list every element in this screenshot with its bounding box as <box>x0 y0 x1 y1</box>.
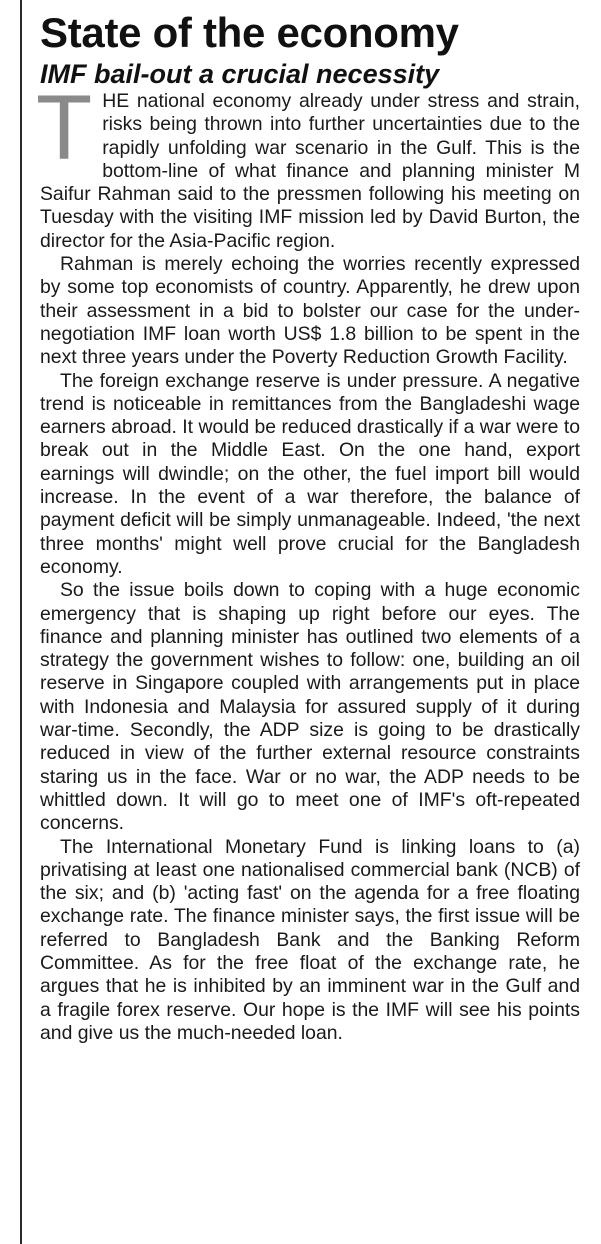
paragraph-3: The foreign exchange reserve is under pressure. A negative trend is noticeable in remittances from the Bangladeshi wage earners abroad. It would be reduced drastically if a war were to break out in the Middle East. On the one hand, export earnings will dwindle; on the other, the fuel import bill would increase. In the event of a war therefore, the balance of payment deficit will be simply unmanageable. Indeed, 'the next three months' might well prove crucial for the Bangladesh economy. <box>40 369 580 578</box>
paragraph-1-text: HE national economy already under stress and strain, risks being thrown into further uncertainties due to the rapidly unfolding war scenario in the Gulf. This is the bottom-line of what finance and planning minister M Saifur Rahman said to the pressmen following his meeting on Tuesday with the visiting IMF mission led by David Burton, the director for the Asia-Pacific region. <box>40 90 580 252</box>
headline: State of the economy <box>40 9 459 56</box>
paragraph-2: Rahman is merely echoing the worries recently expressed by some top economists of country. Apparently, he drew upon their assessment in a bid to bolster our case for the under-negotiation IMF loan worth US$ 1.8 billion to be spent in the next three years under the Poverty Reduction Growth Facility. <box>40 253 580 369</box>
drop-cap: T <box>36 77 93 179</box>
paragraph-5: The International Monetary Fund is linking loans to (a) privatising at least one nationalised commercial bank (NCB) of the six; and (b) 'acting fast' on the agenda for a free floating exchange rate. The finance minister says, the first issue will be referred to Bangladesh Bank and the Banking Reform Committee. As for the free float of the exchange rate, he argues that he is inhibited by an imminent war in the Gulf and a fragile forex reserve. Our hope is the IMF will see his points and give us the much-needed loan. <box>40 835 580 1044</box>
paragraph-4: So the issue boils down to coping with a huge economic emergency that is shaping up right before our eyes. The finance and planning minister has outlined two elements of a strategy the government wishes to follow: one, building an oil reserve in Singapore coupled with arrangements put in place with Indonesia and Malaysia for assured supply of it during war-time. Secondly, the ADP size is going to be drastically reduced in view of the further external resource constraints staring us in the face. War or no war, the ADP needs to be whittled down. It will go to meet one of IMF's oft-repeated concerns. <box>40 579 580 835</box>
subheadline: IMF bail-out a crucial necessity <box>40 59 440 89</box>
column-rule <box>20 0 22 1244</box>
editorial-article <box>36 8 580 1045</box>
article-body <box>36 77 580 1045</box>
paragraph-1 <box>36 77 580 253</box>
